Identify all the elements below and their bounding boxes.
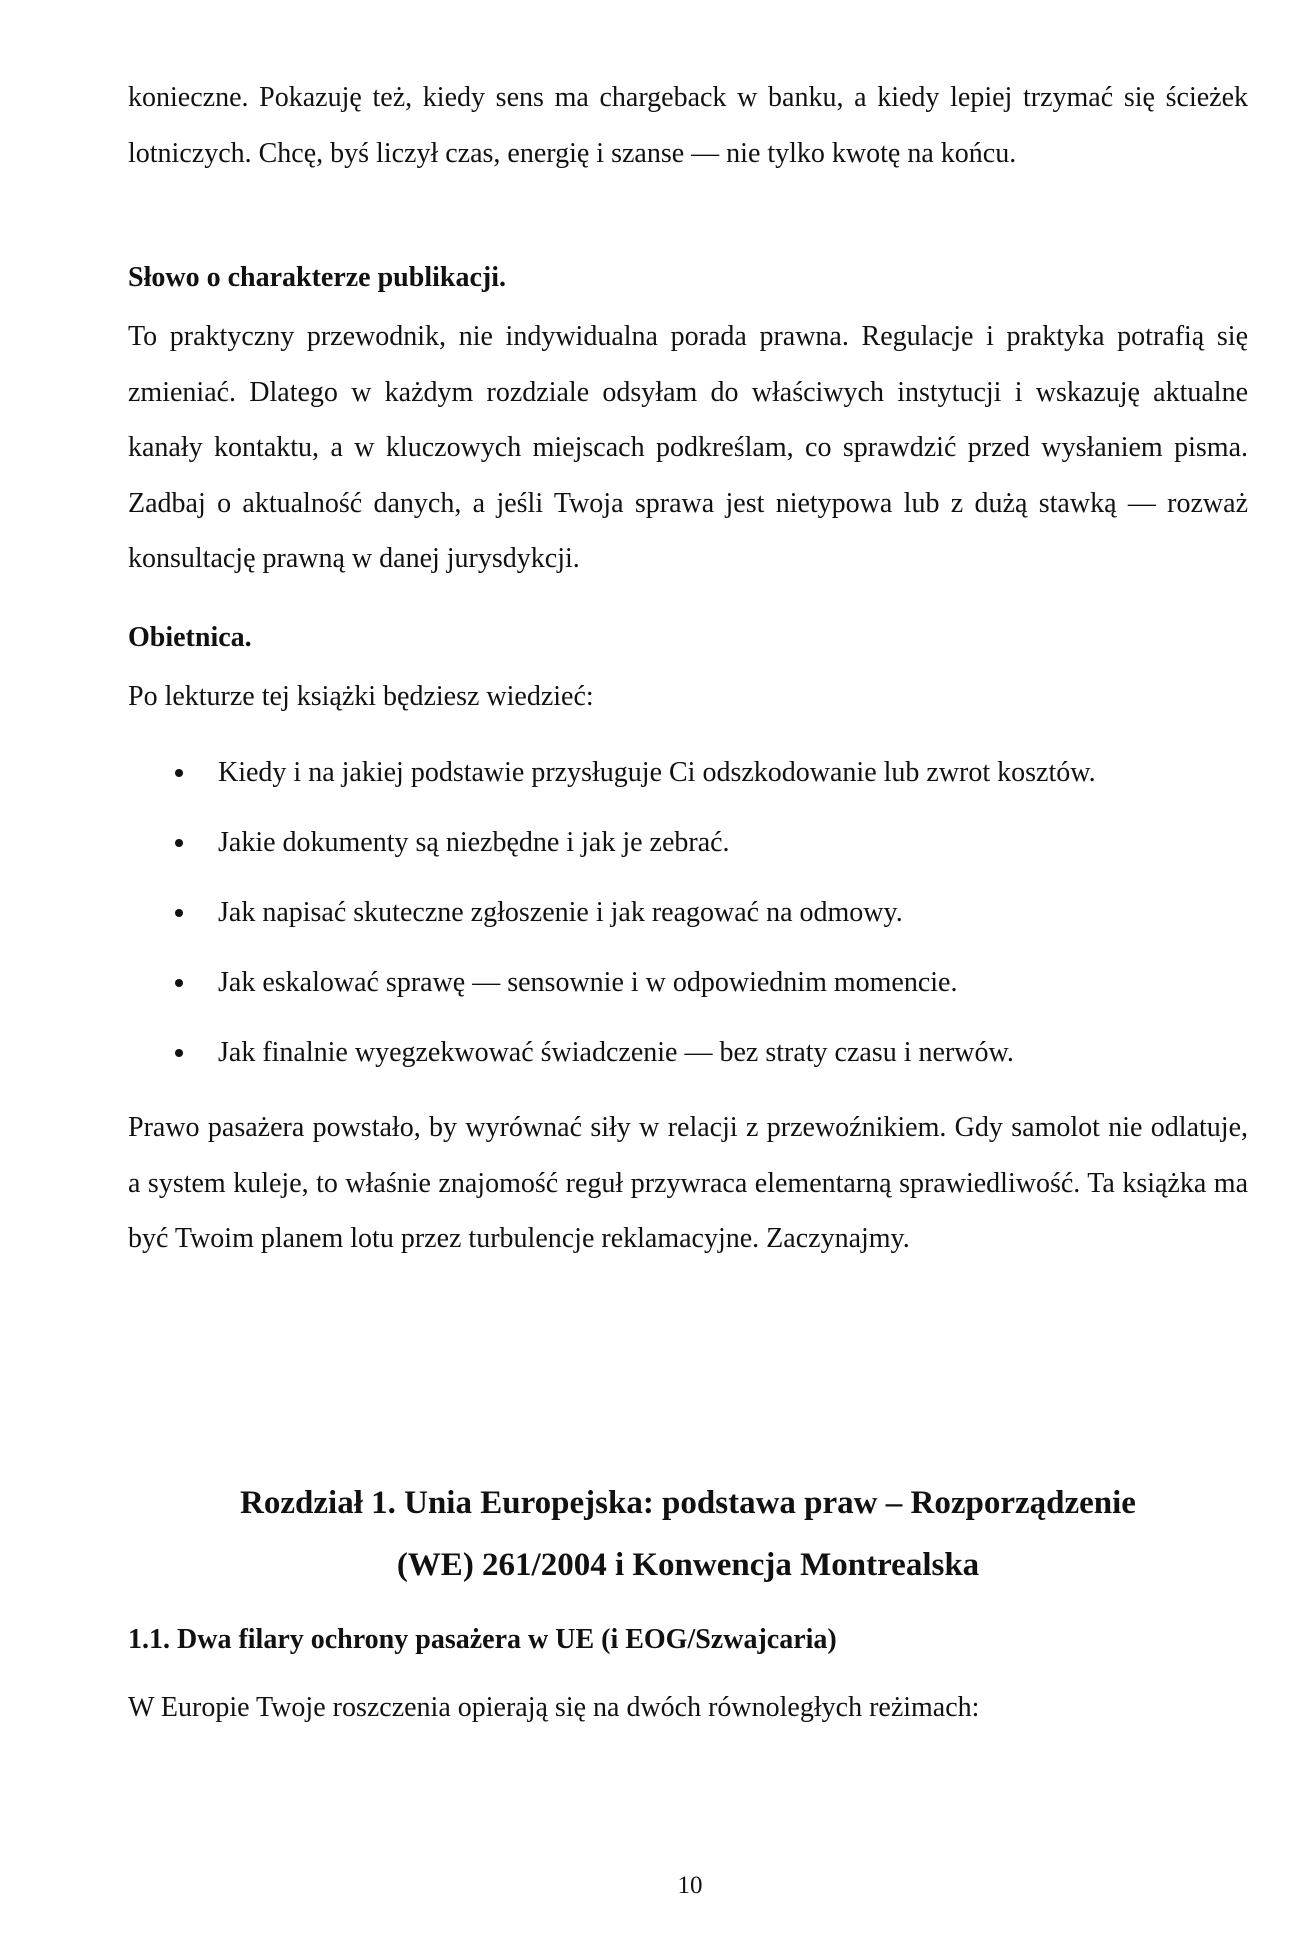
list-item-text: Jak napisać skuteczne zgłoszenie i jak reagować na odmowy. bbox=[218, 897, 903, 928]
list-item bbox=[128, 738, 1248, 808]
bullet-icon bbox=[175, 979, 183, 987]
bullet-icon bbox=[175, 769, 183, 777]
closing-paragraph: Prawo pasażera powstało, by wyrównać siły w relacji z przewoźnikiem. Gdy samolot nie odlatuje, a system kuleje, to właśnie znajomość reguł przywraca elementarną sprawiedliwość. Ta książka ma być Twoim planem lotu przez turbulencje reklamacyjne. Zaczynajmy. bbox=[128, 1112, 1248, 1254]
list-item-text: Jak finalnie wyegzekwować świadczenie — bez straty czasu i nerwów. bbox=[218, 1037, 1014, 1068]
subsection-heading: 1.1. Dwa filary ochrony pasażera w UE (i EOG/Szwajcaria) bbox=[128, 1624, 837, 1655]
list-item bbox=[128, 948, 1248, 1018]
chapter-title-line-2: (WE) 261/2004 i Konwencja Montrealska bbox=[396, 1547, 980, 1583]
list-item-text: Kiedy i na jakiej podstawie przysługuje Ci odszkodowanie lub zwrot kosztów. bbox=[218, 757, 1096, 788]
section-heading-promise: Obietnica. bbox=[128, 622, 252, 653]
list-item bbox=[128, 1018, 1248, 1088]
chapter-title-line-1: Rozdział 1. Unia Europejska: podstawa praw – Rozporządzenie bbox=[240, 1485, 1136, 1521]
bullet-icon bbox=[175, 1049, 183, 1057]
page-number: 10 bbox=[677, 1872, 703, 1899]
list-item bbox=[128, 808, 1248, 878]
publication-paragraph: To praktyczny przewodnik, nie indywidualna porada prawna. Regulacje i praktyka potrafią się zmieniać. Dlatego w każdym rozdziale odsyłam do właściwych instytucji i wskazuję aktualne kanały kontaktu, a w kluczowych miejscach podkreślam, co sprawdzić przed wysłaniem pisma. Zadbaj o aktualność danych, a jeśli Twoja sprawa jest nietypowa lub z dużą stawką — rozważ konsultację prawną w danej jurysdykcji. bbox=[128, 321, 1248, 574]
continuation-paragraph: konieczne. Pokazuję też, kiedy sens ma chargeback w banku, a kiedy lepiej trzymać się ścieżek lotniczych. Chcę, byś liczył czas, energię i szanse — nie tylko kwotę na końcu. bbox=[128, 82, 1248, 169]
list-item-text: Jak eskalować sprawę — sensownie i w odpowiednim momencie. bbox=[218, 967, 958, 998]
bullet-icon bbox=[175, 839, 183, 847]
list-item bbox=[128, 878, 1248, 948]
promise-bullet-list bbox=[128, 738, 1248, 1088]
promise-intro: Po lekturze tej książki będziesz wiedzieć: bbox=[128, 681, 594, 712]
section-heading-publication: Słowo o charakterze publikacji. bbox=[128, 262, 506, 293]
bullet-icon bbox=[175, 909, 183, 917]
list-item-text: Jakie dokumenty są niezbędne i jak je zebrać. bbox=[218, 827, 730, 858]
subsection-intro: W Europie Twoje roszczenia opierają się na dwóch równoległych reżimach: bbox=[128, 1692, 980, 1723]
